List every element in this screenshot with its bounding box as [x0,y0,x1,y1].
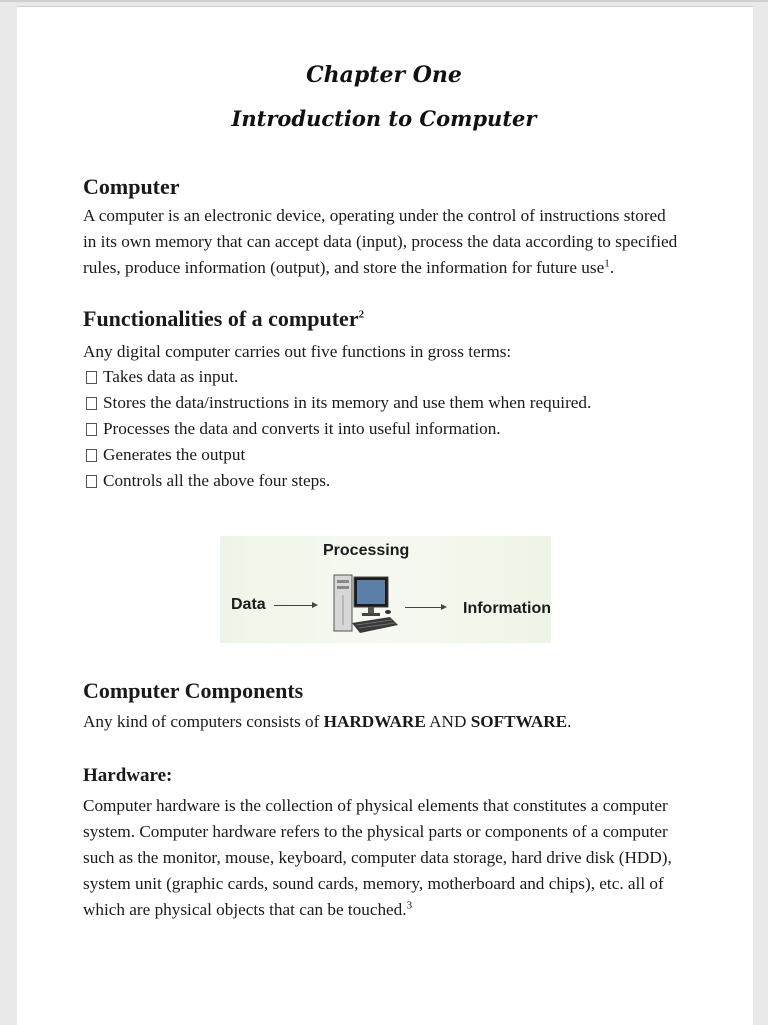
list-item-text: Generates the output [103,445,246,464]
definition-line-1: A computer is an electronic device, operating under the control of instructions stored [83,206,666,225]
checkbox-glyph-icon [86,371,97,384]
list-item [86,468,591,494]
components-text-middle: AND [425,712,471,731]
computer-icon [326,571,401,639]
checkbox-glyph-icon [86,397,97,410]
chapter-title: Introduction to Computer [231,106,537,131]
diagram-data-label: Data [231,596,266,613]
section-heading-functionalities [83,306,364,332]
checkbox-glyph-icon [86,423,97,436]
hardware-line-3: such as the monitor, mouse, keyboard, computer data storage, hard drive disk (HDD), [83,848,672,867]
computer-definition [83,203,703,281]
functionalities-intro: Any digital computer carries out five functions in gross terms: [83,342,512,361]
list-item-text: Controls all the above four steps. [103,471,331,490]
list-item-text: Processes the data and converts it into useful information. [103,419,501,438]
hardware-line-1: Computer hardware is the collection of physical elements that constitutes a computer [83,796,668,815]
processing-diagram [220,536,551,643]
hardware-definition [83,793,713,923]
list-item-text: Stores the data/instructions in its memory and use them when required. [103,393,592,412]
chapter-number: Chapter One [306,62,462,88]
footnote-ref-1: 1 [604,257,610,270]
arrow-right-icon [405,607,445,608]
footnote-ref-3: 3 [406,899,413,912]
diagram-information-label: Information [463,600,551,617]
definition-line-2: in its own memory that can accept data (input), process the data according to specified [83,232,678,251]
hardware-line-5: which are physical objects that can be touched. [83,900,407,919]
checkbox-glyph-icon [86,475,97,488]
section-heading-hardware: Hardware: [83,765,173,786]
components-text-end: . [567,712,572,731]
definition-line-3: rules, produce information (output), and store the information for future use [83,258,605,277]
diagram-processing-label: Processing [323,542,410,559]
arrow-right-icon [274,605,316,606]
list-item [86,390,591,416]
list-item-text: Takes data as input. [103,367,239,386]
definition-end: . [609,258,615,277]
checkbox-glyph-icon [86,449,97,462]
list-item [86,364,591,390]
hardware-line-4: system unit (graphic cards, sound cards, memory, motherboard and chips), etc. all of [83,874,664,893]
page-top-border [0,0,768,2]
section-heading-computer: Computer [83,174,180,199]
section-heading-components: Computer Components [83,678,304,703]
components-text [83,709,703,735]
components-hardware-bold: HARDWARE [323,712,426,731]
list-item [86,442,591,468]
hardware-line-2: system. Computer hardware refers to the physical parts or components of a computer [83,822,668,841]
functions-list [86,364,591,494]
functionalities-heading-text: Functionalities of a computer [83,306,359,331]
components-text-start: Any kind of computers consists of [83,712,324,731]
footnote-ref-2: 2 [358,308,365,321]
list-item [86,416,591,442]
components-software-bold: SOFTWARE [470,712,568,731]
